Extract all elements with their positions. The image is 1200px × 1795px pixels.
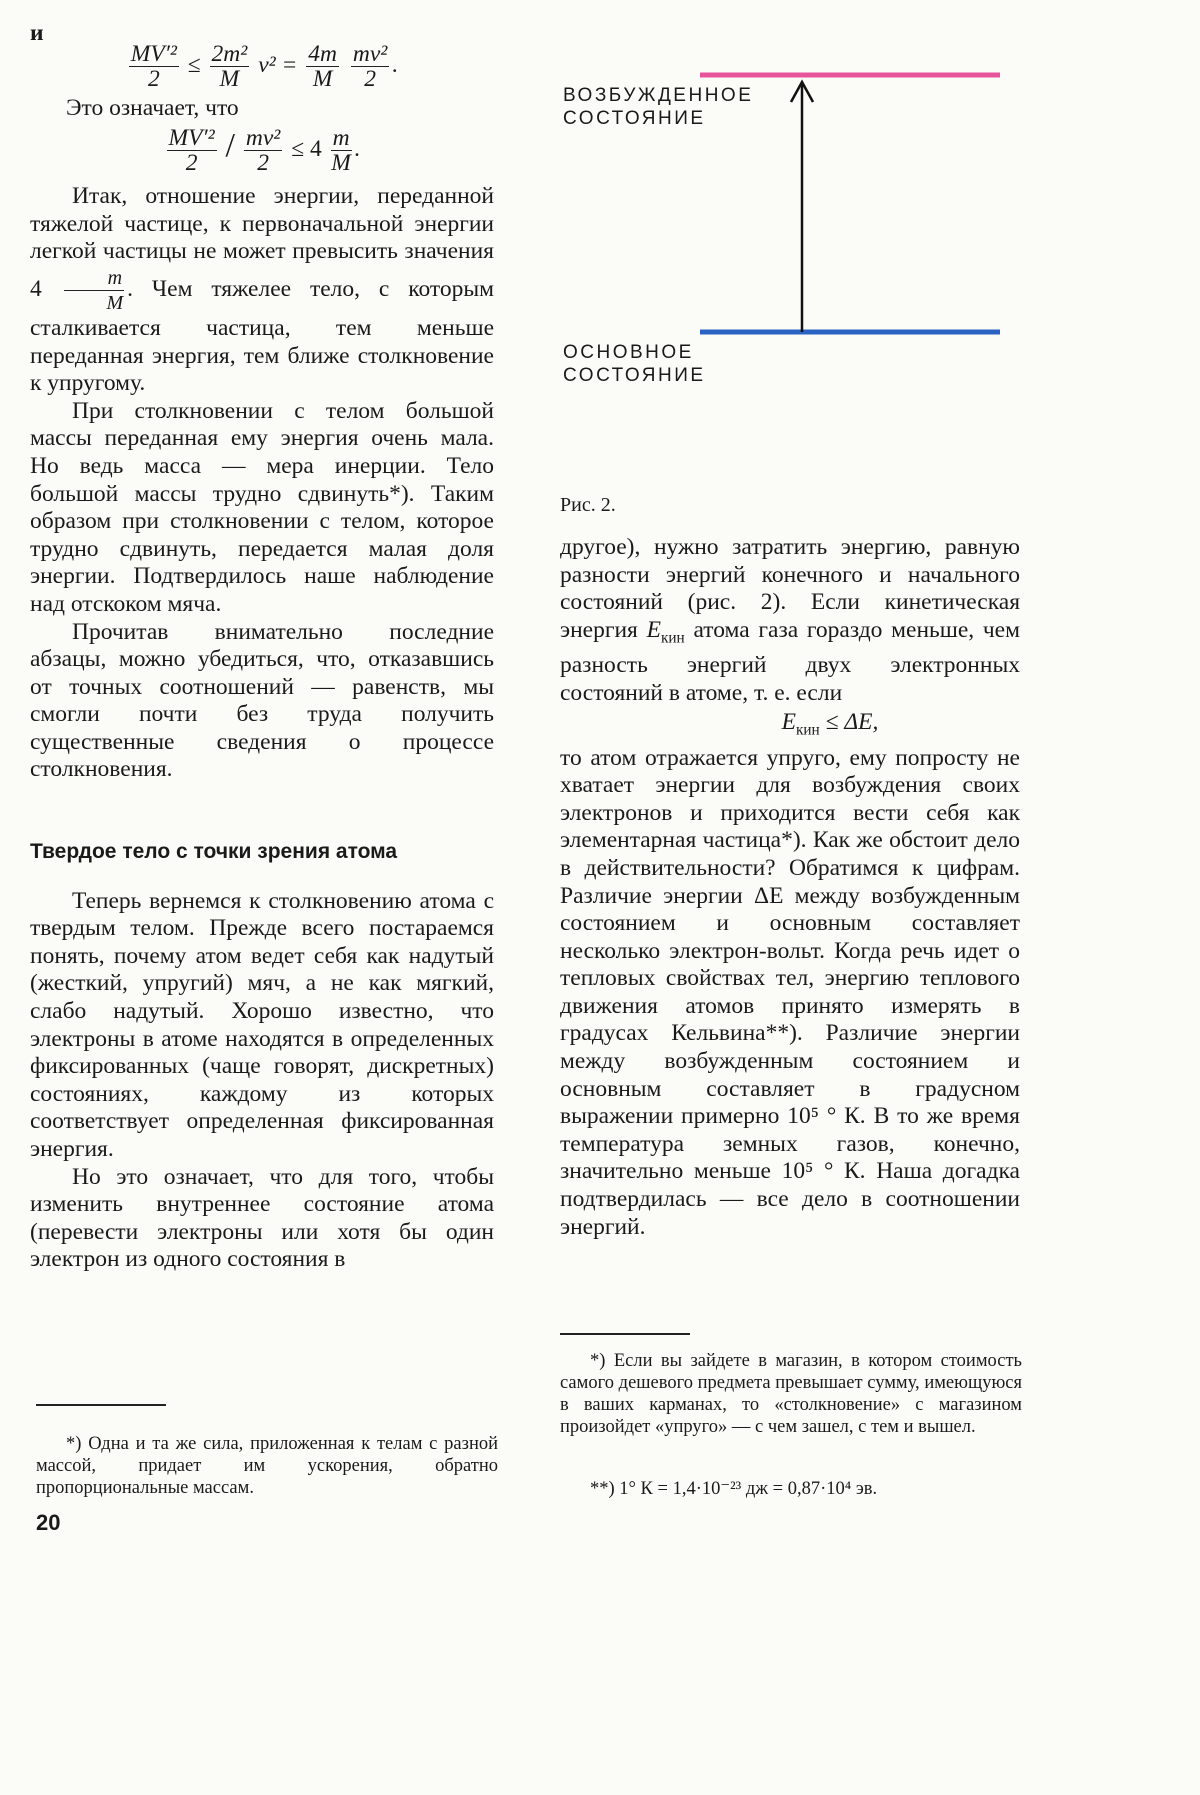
left-column	[30, 20, 494, 1274]
footnote-left: *) Одна и та же сила, приложенная к телам с разной массой, придает им ускорения, обратно пропорциональные массам.	[36, 1434, 498, 1498]
paragraph-excitation: другое), нужно затратить энергию, равную разности энергий конечного и начального состояний (рис. 2). Если кинетическая энергия $E_{кин}$ атома газа гораздо меньше, чем разность энергий двух электронных состояний в атоме, т. е. если	[560, 534, 1020, 706]
paragraph-internal-state: Но это означает, что для того, чтобы изменить внутреннее состояние атома (перевести электроны или хотя бы один электрон из одного состояния в	[30, 1163, 494, 1273]
paragraph-elastic: то атом отражается упруго, ему попросту не хватает энергии для возбуждения своих электронов и приходится вести себя как элементарная частица*). Как же обстоит дело в действительности? Обратимся к цифрам. Различие энергии ΔE между возбужденным состоянием и основным составляет несколько электрон-вольт. Когда речь идет о тепловых свойствах тел, энергию теплового движения атомов принято измерять в градусах Кельвина**). Различие энергии между возбужденным состоянием и основным составляет в градусном выражении примерно 10⁵ ° К. В то же время температура земных газов, конечно, значительно меньше 10⁵ ° К. Наша догадка подтвердилась — все дело в соотношении энергий.	[560, 744, 1020, 1240]
paragraph-conclusion: Прочитав внимательно последние абзацы, можно убедиться, что, отказавшись от точных соотношений — равенств, мы смогли почти без труда получить существенные сведения о процессе столкновения.	[30, 618, 494, 783]
section-heading: Твердое тело с точки зрения атома	[30, 840, 398, 864]
equation-2: $\frac{\text{MV′²}}{2}$ / $\frac{\text{mv²}}{2}$ ≤ 4 $\frac{m}{M}$ .	[168, 125, 361, 177]
paragraph-heavy-body: При столкновении с телом большой массы переданная ему энергия очень мала. Но ведь масса — мера инерции. Тело большой массы трудно сдвинуть*). Таким образом при столкновении с телом, которое трудно сдвинуть, передается малая доля энергии. Подтвердилось наше наблюдение над отскоком мяча.	[30, 397, 494, 617]
footnote-rule-left	[36, 1404, 166, 1406]
conjunction: и	[30, 20, 44, 46]
page-number: 20	[36, 1510, 61, 1535]
equation-1: $\frac{\text{MV′²}}{2}$ ≤ $\frac{\text{2m²}}{M}$ v² = $\frac{4m}{M}$ $\frac{\text{mv²}}{2}$ .	[130, 40, 399, 92]
figure-caption: Рис. 2.	[560, 494, 616, 516]
excited-state-label: ВОЗБУЖДЕННОЕ СОСТОЯНИЕ	[563, 85, 754, 129]
footnote-rule-right	[560, 1333, 690, 1335]
right-column	[560, 534, 1020, 1241]
footnote-right-2: **) 1° К = 1,4·10⁻²³ дж = 0,87·10⁴ эв.	[590, 1479, 878, 1499]
means-line: Это означает, что	[66, 94, 239, 121]
footnote-right-1: *) Если вы зайдете в магазин, в котором стоимость самого дешевого предмета превышает сумму, имеющуюся в ваших карманах, то «столкновение» с магазином произойдет «упруго» — с чем зашел, с тем и вышел.	[560, 1351, 1022, 1437]
paragraph-ratio: Итак, отношение энергии, переданной тяжелой частице, к первоначальной энергии легкой частицы не может превысить значения 4 $\frac{m}{M}$ . Чем тяжелее тело, с которым сталкивается частица, тем меньше переданная энергия, тем ближе столкновение к упругому.	[30, 183, 495, 397]
paragraph-atom-solid: Теперь вернемся к столкновению атома с твердым телом. Прежде всего постараемся понять, почему атом ведет себя как надутый (жесткий, упругий) мяч, а не как мягкий, слабо надутый. Хорошо известно, что электроны в атоме находятся в определенных фиксированных (чаще говорят, дискретных) состояниях, каждому из которых соответствует определенная фиксированная энергия.	[30, 887, 494, 1162]
equation-3: $E_{кин} \le \Delta E$,	[781, 709, 879, 739]
ground-state-label: ОСНОВНОЕ СОСТОЯНИЕ	[563, 342, 706, 386]
